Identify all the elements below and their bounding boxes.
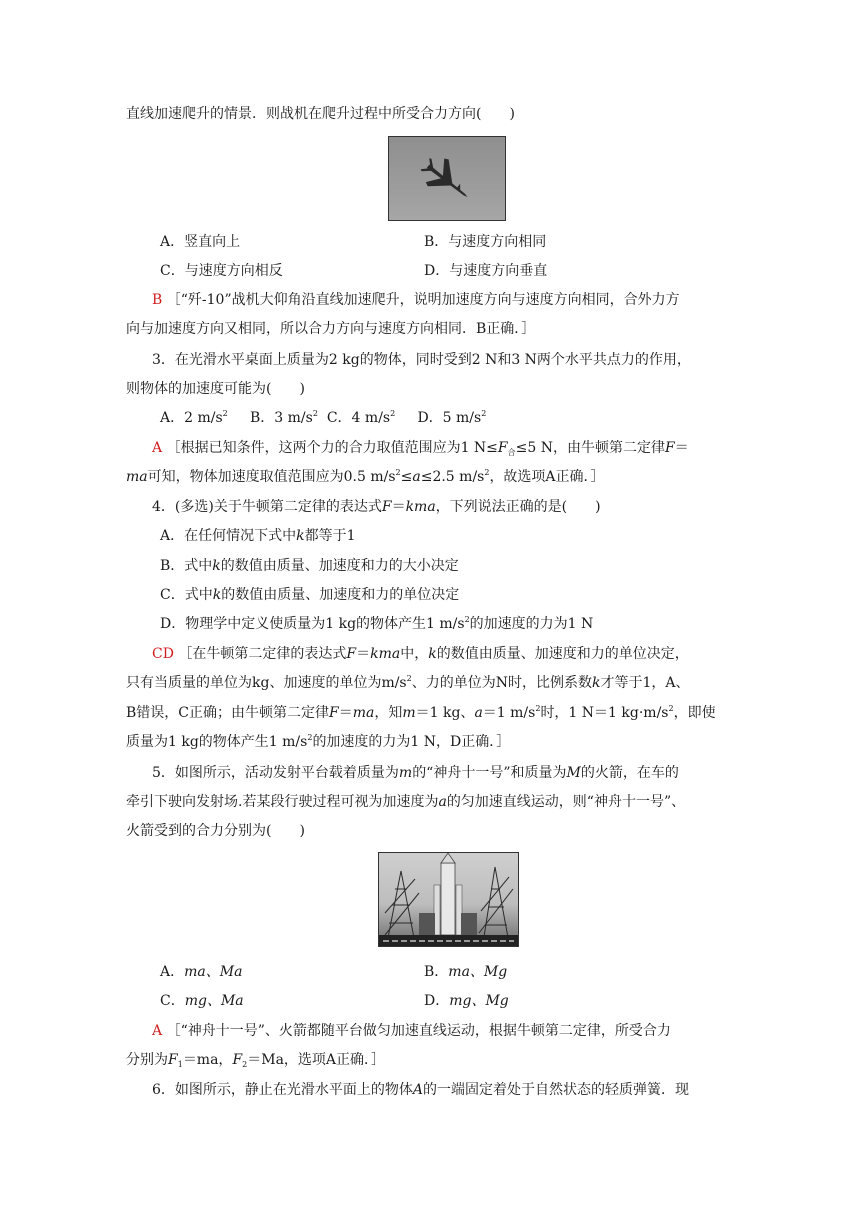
q2-answer: B <box>152 292 163 308</box>
q3-stem-line-1: 3．在光滑水平桌面上质量为2 kg的物体，同时受到2 N和3 N两个水平共点力的作用， <box>152 352 691 368</box>
q3-explanation-line-1: A ［根据已知条件，这两个力的合力取值范围应为1 $N\le F_合\le 5$ N，由牛顿第二定律F＝ <box>152 440 689 457</box>
q2-option-d: D．与速度方向垂直 <box>424 263 548 279</box>
q5-option-c: C．mg、Ma <box>160 993 244 1009</box>
q6-stem-line-1: 6．如图所示，静止在光滑水平面上的物体A的一端固定着处于自然状态的轻质弹簧．现 <box>152 1082 690 1098</box>
q3-explanation-line-2: ma可知，物体加速度取值范围应为0.5 $m/s^2\le a\le 2.5$ $m/s^2$，故选项A正确．］ <box>126 468 605 485</box>
q5-option-a: A．ma、Ma <box>160 964 243 980</box>
q2-explanation-line-1: B ［“歼-10”战机大仰角沿直线加速爬升，说明加速度方向与速度方向相同，合外力方 <box>152 292 680 308</box>
q4-explanation-line-3: B错误，C正确；由牛顿第二定律F＝ma，知m＝1 kg、a＝1 $m/s^2$时，1 N＝1 $kg\cdot m/s^2$，即使 <box>126 704 716 721</box>
q2-option-a: A．竖直向上 <box>160 234 241 250</box>
q5-explanation-line-1: A ［“神舟十一号”、火箭都随平台做匀加速直线运动，根据牛顿第二定律，所受合力 <box>152 1023 671 1039</box>
q3-option-d: D．5 $m/s^2$ <box>417 409 487 426</box>
q3-option-a: A．2 $m/s^2$ <box>160 409 228 426</box>
q5-option-d: D．mg、Mg <box>424 993 509 1009</box>
q5-explanation-line-2: 分别为$F_1=ma$，$F_2=Ma$，选项A正确．］ <box>126 1052 386 1069</box>
q4-option-c: C．式中k的数值由质量、加速度和力的单位决定 <box>160 587 460 603</box>
q4-explanation-line-1: CD ［在牛顿第二定律的表达式F＝kma中，k的数值由质量、加速度和力的单位决定， <box>152 646 689 662</box>
q5-stem-line-2: 牵引下驶向发射场.若某段行驶过程可视为加速度为a的匀加速直线运动，则“神舟十一号”、 <box>126 794 686 810</box>
q5-option-b: B．ma、Mg <box>424 964 508 980</box>
q3-option-b: B．3 $m/s^2$ <box>250 409 318 426</box>
q3-option-c: C．4 $m/s^2$ <box>326 409 396 426</box>
q4-explanation-line-2: 只有当质量的单位为kg、加速度的单位为$m/s^2$、力的单位为N时，比例系数k才等于1，A、 <box>126 674 690 691</box>
q4-answer: CD <box>152 646 174 662</box>
q2-option-b: B．与速度方向相同 <box>424 234 547 250</box>
q2-option-c: C．与速度方向相反 <box>160 263 283 279</box>
q5-stem-line-1: 5．如图所示，活动发射平台载着质量为m的“神舟十一号”和质量为M的火箭，在车的 <box>152 765 679 781</box>
q3-stem-line-2: 则物体的加速度可能为( ) <box>126 381 305 397</box>
q4-option-d: D．物理学中定义使质量为1 kg的物体产生1 $m/s^2$的加速度的力为1 N <box>160 615 594 632</box>
q4-stem: 4．(多选)关于牛顿第二定律的表达式F＝kma，下列说法正确的是( ) <box>152 499 601 515</box>
rocket-launch-image <box>378 852 519 947</box>
q2-explanation-line-2: 向与加速度方向又相同，所以合力方向与速度方向相同．B正确．］ <box>126 321 536 337</box>
q2-stem-tail: 直线加速爬升的情景．则战机在爬升过程中所受合力方向( ) <box>126 106 515 122</box>
q3-options <box>160 408 486 428</box>
q4-option-b: B．式中k的数值由质量、加速度和力的大小决定 <box>160 558 459 574</box>
q5-stem-line-3: 火箭受到的合力分别为( ) <box>126 823 305 839</box>
fighter-jet-image <box>388 136 506 221</box>
q5-answer: A <box>152 1023 163 1039</box>
q3-answer: A <box>152 440 163 456</box>
q4-option-a: A．在任何情况下式中k都等于1 <box>160 528 356 544</box>
q4-explanation-line-4: 质量为1 kg的物体产生1 $m/s^2$的加速度的力为1 N，D正确．］ <box>126 733 511 750</box>
